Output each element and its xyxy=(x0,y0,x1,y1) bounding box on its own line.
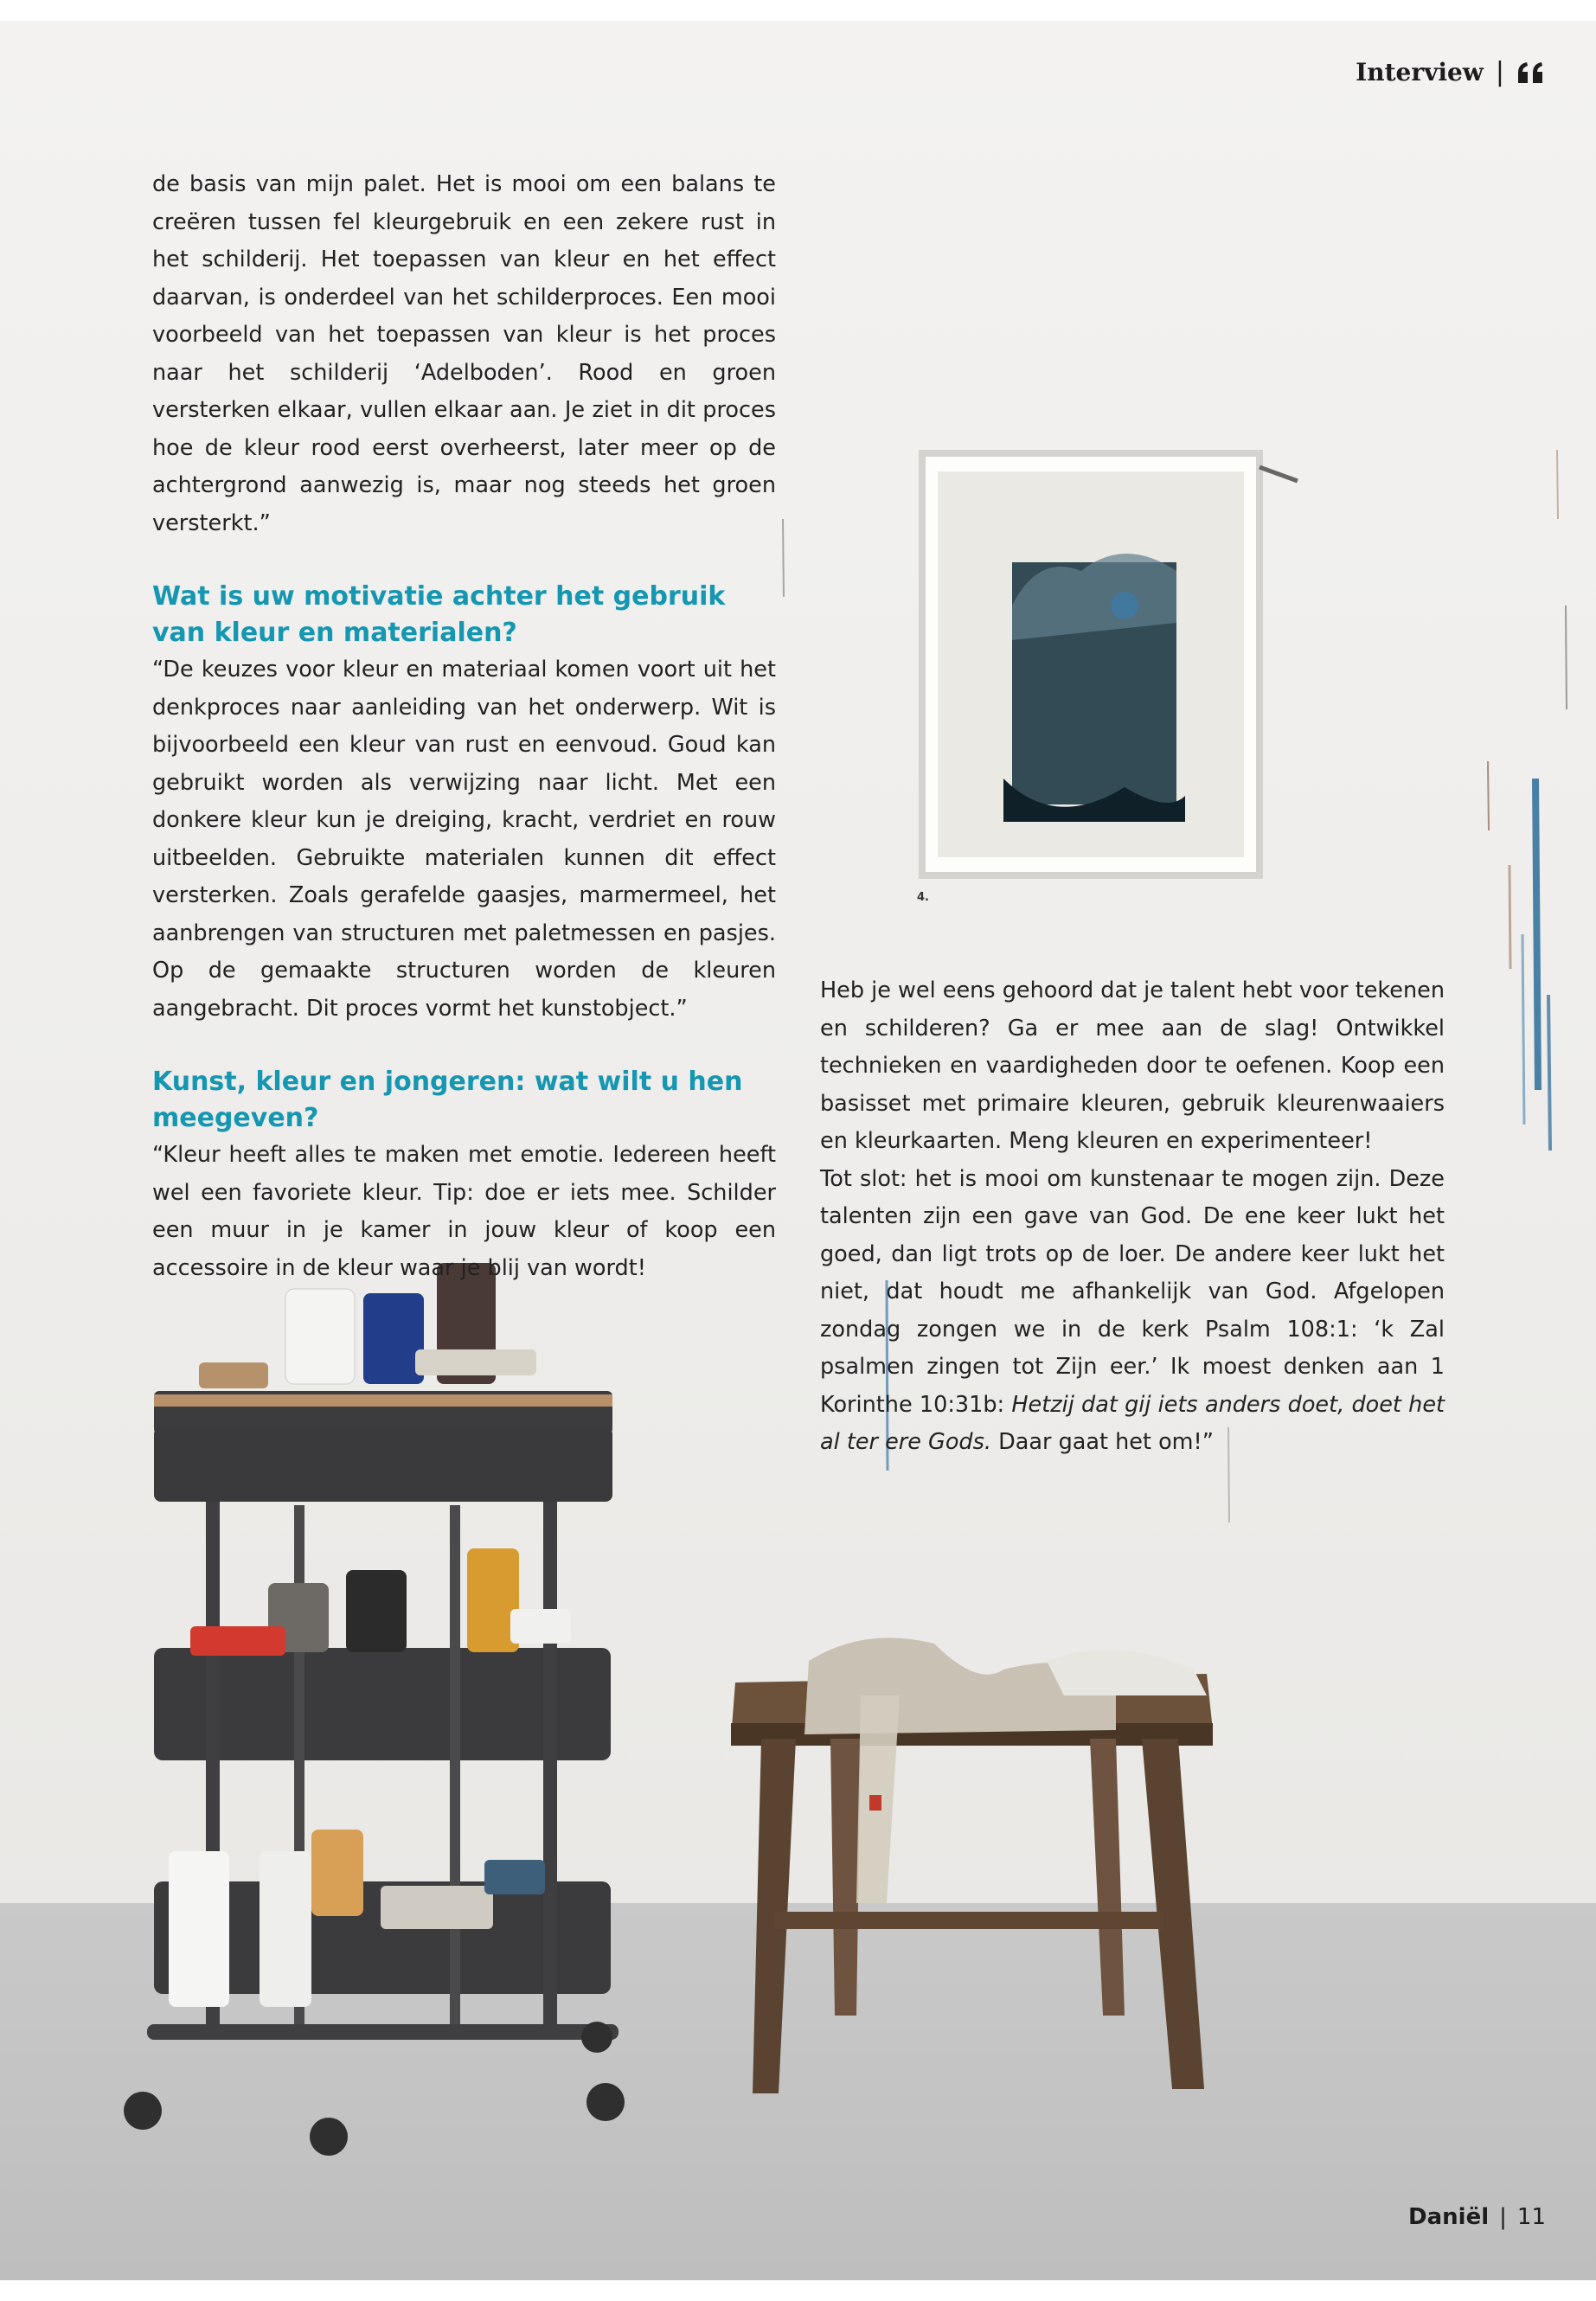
quote-icon xyxy=(1516,61,1546,85)
header-separator: | xyxy=(1495,57,1504,87)
answer-paragraph-2: “Kleur heeft alles te maken met emotie. Iedereen heeft wel een favoriete kleur. Tip: doe er iets mee. Schilder een muur in je kamer in jouw kleur of koop een accessoire in de kleur waar je blij van wordt! xyxy=(152,1142,776,1281)
right-paragraph-2 xyxy=(820,1161,1445,1462)
right-text-column xyxy=(820,972,1445,1462)
magazine-name: Daniël xyxy=(1408,2204,1490,2230)
intro-paragraph: de basis van mijn palet. Het is mooi om een balans te creëren tussen fel kleurgebruik en een zekere rust in het schilderij. Het toepassen van kleur en het effect daarvan, is onderdeel van het schilderproces. Een mooi voorbeeld van het toepassen van kleur is het proces naar het schilderij ‘Adelboden’. Rood en groen versterken elkaar, vullen elkaar aan. Je ziet in dit proces hoe de kleur rood eerst overheerst, later meer op de achtergrond aanwezig is, maar nog steeds het groen versterkt.” xyxy=(152,171,776,536)
page-header xyxy=(1356,57,1546,87)
footer-separator: | xyxy=(1499,2204,1507,2230)
left-text-column xyxy=(152,166,776,1287)
right-paragraph-2-end: Daar gaat het om!” xyxy=(991,1429,1214,1455)
framed-painting xyxy=(922,453,1298,875)
page-footer xyxy=(1408,2204,1546,2230)
page-number: 11 xyxy=(1516,2204,1546,2230)
bible-quote: Hetzij dat gij iets anders doet, doet het al ter ere Gods. xyxy=(820,1391,1445,1455)
answer-paragraph-1: “De keuzes voor kleur en materiaal komen voort uit het denkproces naar aanleiding van het onderwerp. Wit is bijvoorbeeld een kleur van rust en eenvoud. Goud kan gebruikt worden als verwijzing naar licht. Met een donkere kleur kun je dreiging, kracht, verdriet en rouw uitbeelden. Gebruikte materialen kunnen dit effect versterken. Zoals gerafelde gaasjes, marmermeel, het aanbrengen van structuren met paletmessen en pasjes. Op de gemaakte structuren worden de kleuren aangebracht. Dit proces vormt het kunstobject.” xyxy=(152,657,776,1022)
bottom-margin xyxy=(0,2280,1596,2301)
wooden-stool xyxy=(731,1638,1213,2093)
photo-caption: 4. xyxy=(917,891,929,904)
question-heading-1: Wat is uw motivatie achter het gebruik van kleur en materialen? xyxy=(152,581,726,648)
question-heading-2: Kunst, kleur en jongeren: wat wilt u hen meegeven? xyxy=(152,1067,743,1133)
right-paragraph-2-start: Tot slot: het is mooi om kunstenaar te mogen zijn. Deze talenten zijn een gave van God. De ene keer lukt het goed, dan ligt trots op de loer. De andere keer lukt het niet, dat houdt me afhankelijk van God. Afgelopen zondag zongen we in de kerk Psalm 108:1: ‘k Zal psalmen zingen tot Zijn eer.’ Ik moest denken aan 1 Korinthe 10:31b: xyxy=(820,1165,1445,1418)
right-paragraph-1: Heb je wel eens gehoord dat je talent hebt voor tekenen en schilderen? Ga er mee aan de slag! Ontwikkel technieken en vaardigheden door te oefenen. Koop een basisset met primaire kleuren, gebruik kleurenwaaiers en kleurkaarten. Meng kleuren en experimenteer! xyxy=(820,977,1445,1154)
paint-trolley xyxy=(124,1263,625,2156)
section-label: Interview xyxy=(1356,58,1484,87)
